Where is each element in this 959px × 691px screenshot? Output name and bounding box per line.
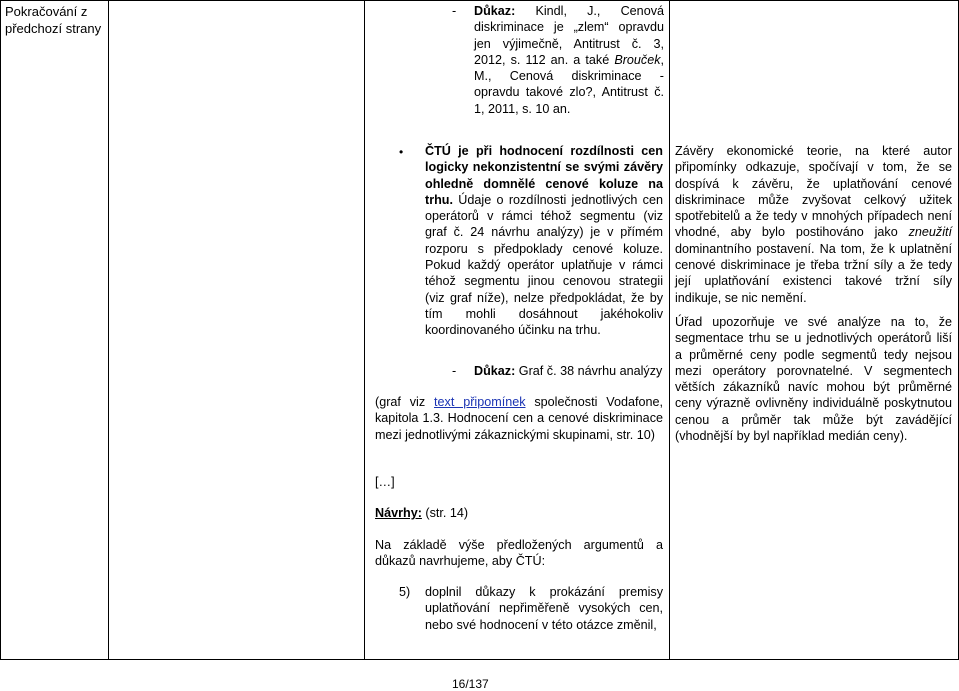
dash-2: - (452, 364, 457, 378)
graph-reference (375, 394, 663, 443)
graph-ref-suffix: společnosti Vodafone, kapitola 1.3. Hodnocení cen a cenové diskriminace mezi jednotlivými zákaznickými skupinami, str. 10) (375, 395, 663, 442)
proof-1-citation-b: , M., Cenová diskriminace - opravdu takové zlo?, Antitrust č. 1, 2011, s. 10 an. (474, 52, 665, 116)
closing-paragraph: Na základě výše předložených argumentů a důkazů navrhujeme, aby ČTÚ: (375, 538, 663, 569)
column-divider-3 (669, 0, 670, 660)
proof-1-citation-a: Kindl, J., Cenová diskriminace je „zlem“ opravdu jen výjimečně, Antitrust č. 3, 2012, s. 112 an. a také (474, 4, 664, 67)
proof-2-label: Důkaz: (474, 364, 516, 378)
proof-2-text (474, 363, 664, 379)
column-divider-1 (108, 0, 109, 660)
graph-ref-prefix: (graf viz (375, 395, 435, 409)
item-5-number: 5) (399, 585, 411, 599)
proof-1-author: Brouček (614, 52, 661, 67)
text-pripominek-link[interactable]: text připomínek (434, 395, 526, 409)
right-paragraph-1 (675, 143, 952, 306)
right-p1-italic: zneužití (908, 225, 952, 240)
bullet-body-text: Údaje o rozdílnosti jednotlivých cen operátorů v rámci téhož segmentu (viz graf č. 24 návrhu analýzy) je v přímém rozporu s předpoklady cenové koluze. Pokud každý operátor uplatňuje v rámci téhož segmentu jinou cenovou strategii (viz graf níže), nelze předpokládat, že by tím mohli dosáhnout jakéhokoliv koordinovaného účinku na trhu. (425, 192, 663, 338)
bullet-paragraph (425, 143, 663, 339)
proof-1-label: Důkaz: (474, 4, 516, 18)
right-p1-b: dominantního postavení. Na tom, že k uplatnění cenové diskriminace je třeba tržní síly a že tedy její uplatňování existenci takové tržní síly indikuje, se nic nemění. (675, 241, 952, 305)
table-border-bottom (0, 659, 959, 660)
item-5-text: doplnil důkazy k prokázání premisy uplatňování nepřiměřeně vysokých cen, nebo své hodnocení v této otázce změnil, (425, 585, 663, 632)
proposals-label: Návrhy: (375, 506, 422, 520)
right-paragraph-2: Úřad upozorňuje ve své analýze na to, že segmentace trhu se u jednotlivých operátorů liší a průměrné ceny podle segmentů tedy nejsou mezi operátory porovnatelné. V segmentech větších zákazníků navíc mohou být průměrné ceny výrazně ovlivněny individuálně poskytnutou cenou a průměr tak může být zavádějící (vhodnější by byl například medián ceny). (675, 315, 952, 444)
table-border-top (0, 0, 959, 1)
table-border-left (0, 0, 1, 660)
bullet-bold-text: ČTÚ je při hodnocení rozdílnosti cen logicky nekonzistentní se svými závěry ohledně domnělé cenové koluze na trhu. (425, 144, 663, 207)
proposals-heading (375, 505, 468, 521)
page-number: 16/137 (452, 677, 489, 691)
proof-1-text (474, 3, 664, 117)
proof-2-citation: Graf č. 38 návrhu analýzy (518, 364, 663, 378)
dash-1: - (452, 4, 457, 18)
continued-label: Pokračování z předchozí strany (5, 4, 102, 36)
bullet-icon: • (399, 145, 404, 159)
proposals-page: (str. 14) (421, 506, 469, 520)
ellipsis: […] (375, 475, 395, 489)
right-p1-a: Závěry ekonomické teorie, na které autor připomínky odkazuje, spočívají v tom, že se dospívá k závěru, že uplatňování cenové diskriminace může zvyšovat celkový užitek spotřebitelů a že tedy v mnohých případech není vhodné, aby bylo postihováno jako (675, 144, 952, 240)
column-divider-2 (364, 0, 365, 660)
